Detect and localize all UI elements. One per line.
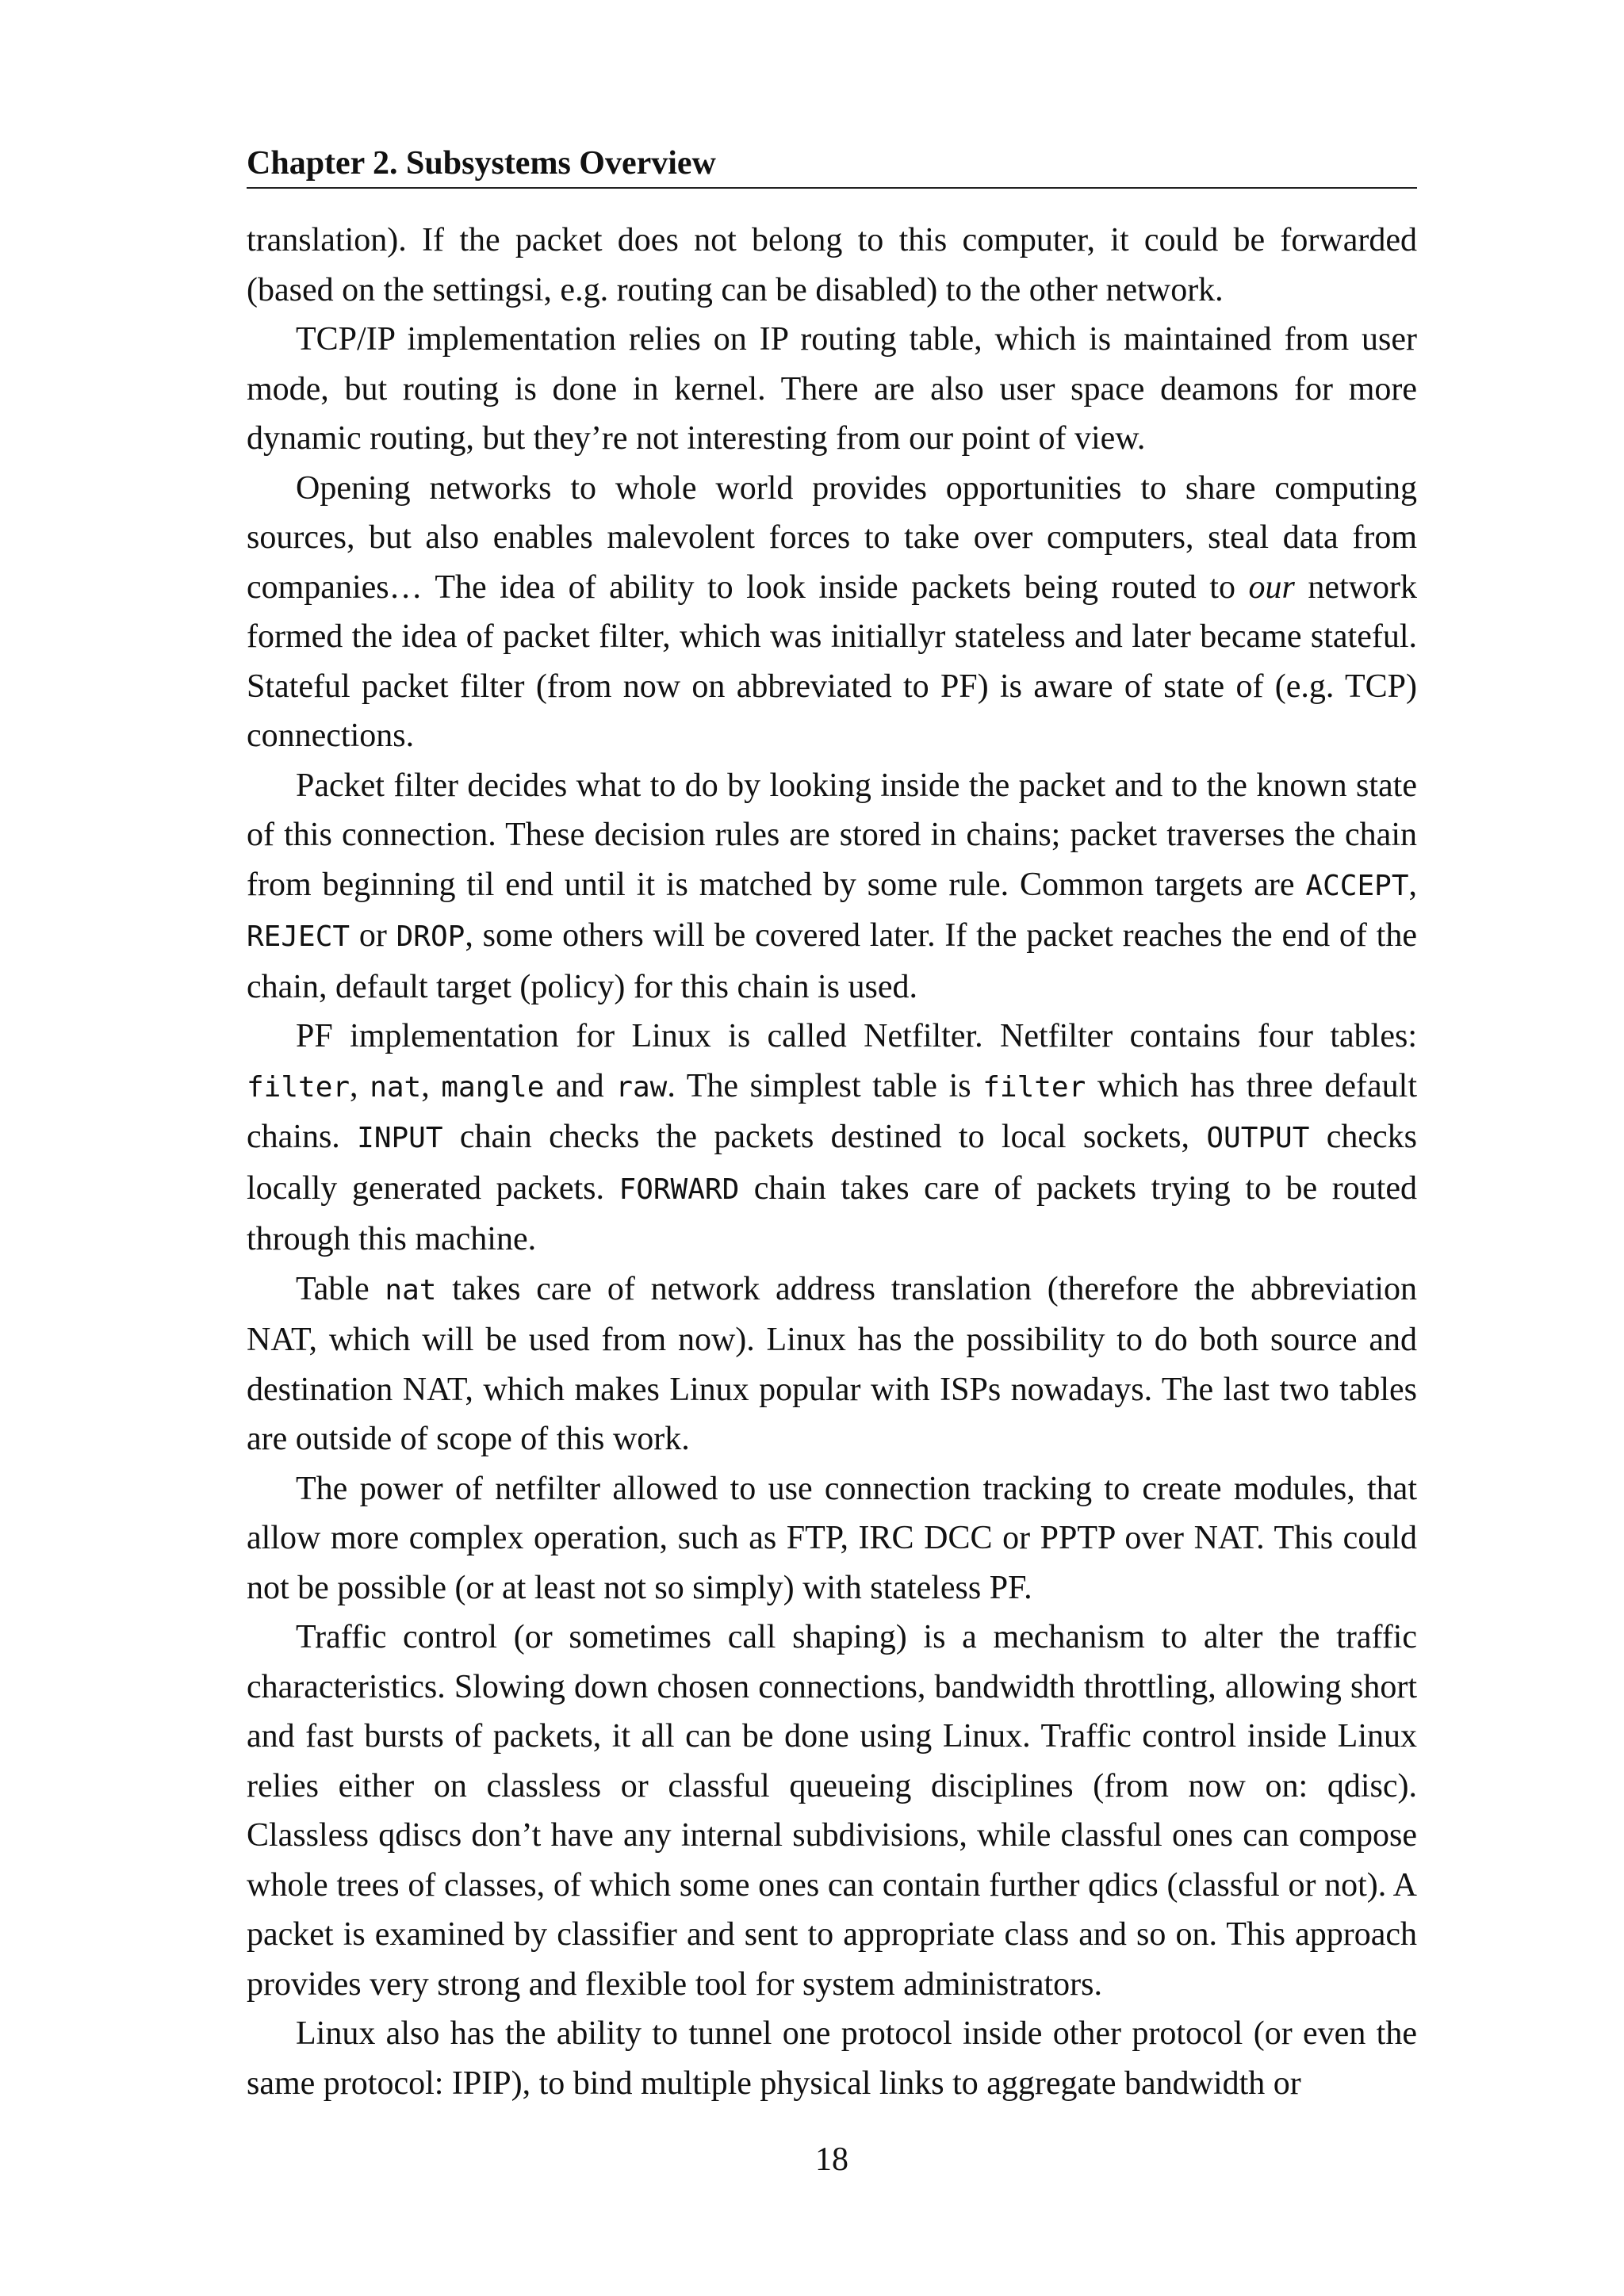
paragraph: [247, 1265, 1417, 1464]
text-run: . The simplest table is: [667, 1067, 983, 1104]
paragraph: [247, 464, 1417, 761]
text-run: or: [350, 917, 396, 954]
code-filter: filter: [247, 1070, 350, 1104]
text-run: takes care of network address translation (therefore the abbreviation NAT, which will be used from now). Linux has the possibility to do both source and destination NAT, which makes Linux popular with ISPs nowadays. The last two tables are outside of scope of this work.: [247, 1270, 1417, 1457]
text-run: and: [544, 1067, 616, 1104]
text-run: PF implementation for Linux is called Netfilter. Netfilter contains four tables:: [296, 1018, 1417, 1054]
text-run: checks locally generated packets.: [247, 1119, 1418, 1207]
code-nat: nat: [385, 1273, 437, 1307]
page-number: 18: [815, 2141, 848, 2178]
paragraph: [247, 1012, 1417, 1265]
text-run: ,: [350, 1067, 370, 1104]
text-run: which has three default chains.: [247, 1067, 1417, 1155]
text-run: Table: [296, 1270, 385, 1307]
code-input: INPUT: [357, 1122, 443, 1154]
document-page: [247, 140, 1417, 2264]
code-accept: ACCEPT: [1305, 869, 1409, 902]
text-run: ,: [1408, 866, 1417, 903]
text-run: Opening networks to whole world provides opportunities to share computing sources, but also enables malevolent forces to take over computers, steal data from companies… The idea of ability to look inside packets being routed to: [247, 469, 1417, 606]
paragraph: [247, 761, 1417, 1012]
paragraph: Linux also has the ability to tunnel one protocol inside other protocol (or even the same protocol: IPIP), to bind multiple physical links to aggregate bandwidth or: [247, 2015, 1417, 2102]
text-run: Packet filter decides what to do by looking inside the packet and to the known state of this connection. These decision rules are stored in chains; packet traverses the chain from beginning til end until it is matched by some rule. Common targets are: [247, 767, 1417, 903]
text-run: chain checks the packets destined to local sockets,: [442, 1119, 1207, 1155]
code-drop: DROP: [396, 920, 465, 953]
code-filter: filter: [982, 1070, 1086, 1104]
text-run: ,: [421, 1067, 442, 1104]
code-raw: raw: [615, 1070, 668, 1104]
paragraph: Traffic control (or sometimes call shaping) is a mechanism to alter the traffic characteristics. Slowing down chosen connections, bandwidth throttling, allowing short and fast bursts of packets, it all can be done using Linux. Traffic control inside Linux relies either on classless or classful queueing disciplines (from now on: qdisc). Classless qdiscs don’t have any internal subdivisions, while classful ones can compose whole trees of classes, of which some ones can contain further qdics (classful or not). A packet is examined by classifier and sent to appropriate class and so on. This approach provides very strong and flexible tool for system administrators.: [247, 1619, 1417, 2003]
paragraph: The power of netfilter allowed to use connection tracking to create modules, that allow more complex operation, such as FTP, IRC DCC or PPTP over NAT. This could not be possible (or at least not so simply) with stateless PF.: [247, 1470, 1417, 1606]
text-run: chain takes care of packets trying to be routed through this machine.: [247, 1169, 1417, 1257]
emphasis-text: our: [1248, 568, 1295, 606]
code-mangle: mangle: [441, 1070, 545, 1104]
code-nat: nat: [370, 1070, 422, 1104]
chapter-header: Chapter 2. Subsystems Overview: [247, 140, 1417, 189]
code-reject: REJECT: [247, 920, 350, 953]
text-run: , some others will be covered later. If the packet reaches the end of the chain, default target (policy) for this chain is used.: [247, 917, 1417, 1005]
paragraph: TCP/IP implementation relies on IP routing table, which is maintained from user mode, but routing is done in kernel. There are also user space deamons for more dynamic routing, but they’re not interesting from our point of view.: [247, 321, 1417, 457]
paragraph: translation). If the packet does not belong to this computer, it could be forwarded (based on the settingsi, e.g. routing can be disabled) to the other network.: [247, 222, 1417, 308]
code-output: OUTPUT: [1206, 1122, 1310, 1154]
code-forward: FORWARD: [619, 1173, 740, 1206]
body-text: [247, 216, 1417, 2108]
text-run: network formed the idea of packet filter, which was initiallyr stateless and later became stateful. Stateful packet filter (from now on abbreviated to PF) is aware of state of (e.g. TCP) connections.: [247, 568, 1417, 754]
